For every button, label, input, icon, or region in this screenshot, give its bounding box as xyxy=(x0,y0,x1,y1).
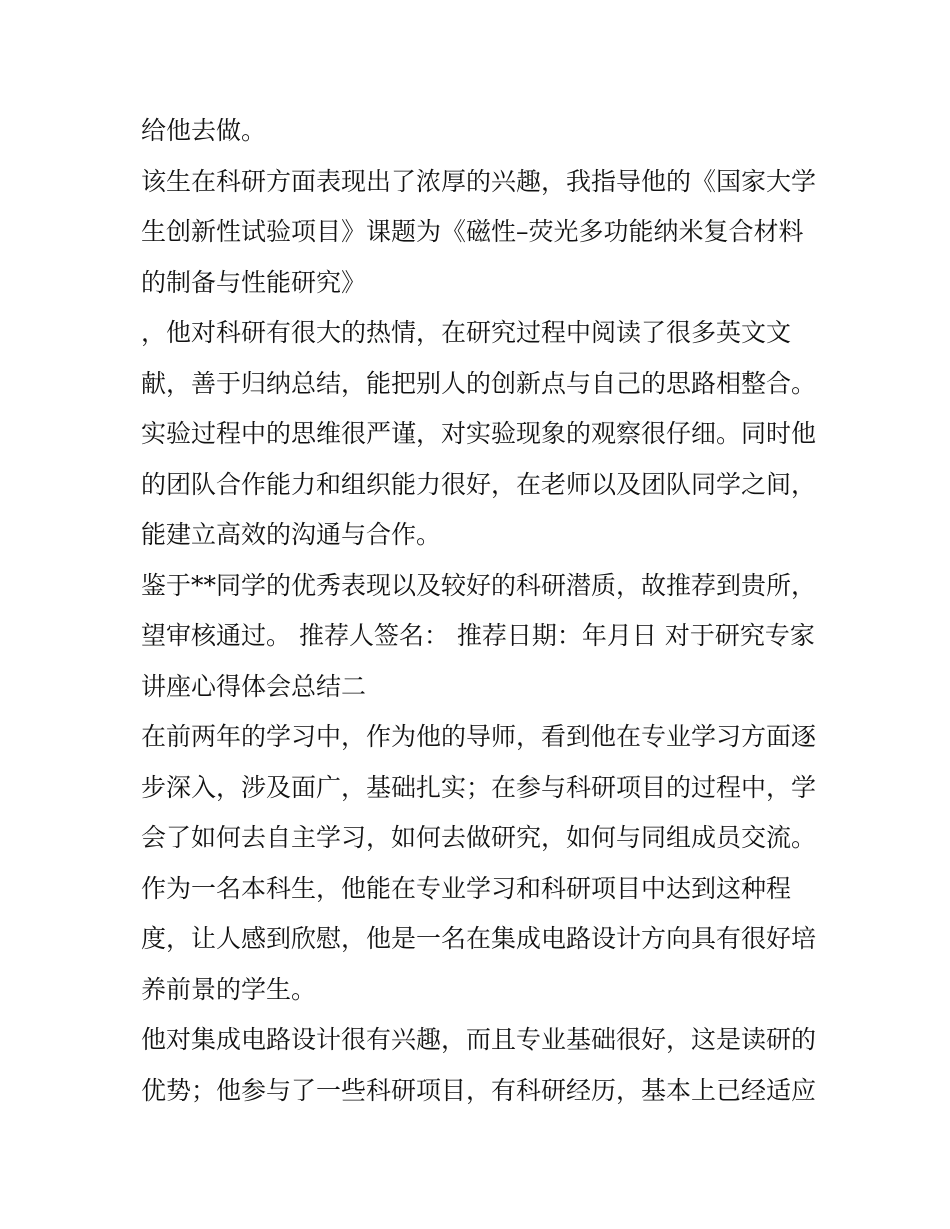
text-line: 养前景的学生。 xyxy=(141,974,317,1004)
text-line: 该生在科研方面表现出了浓厚的兴趣，我指导他的《国家大学 xyxy=(141,166,817,196)
text-line: 望审核通过。 推荐人签名： 推荐日期：年月日 对于研究专家 xyxy=(141,621,815,650)
text-line: 鉴于**同学的优秀表现以及较好的科研潜质，故推荐到贵所， xyxy=(141,570,817,600)
document-body xyxy=(141,106,821,1116)
text-line: ，他对科研有很大的热情，在研究过程中阅读了很多英文文 xyxy=(141,318,792,347)
text-line: 生创新性试验项目》课题为《磁性–荧光多功能纳米复合材料 xyxy=(141,217,804,246)
text-line: 能建立高效的沟通与合作。 xyxy=(141,520,442,549)
text-line: 的团队合作能力和组织能力很好，在老师以及团队同学之间， xyxy=(141,469,817,499)
text-line: 讲座心得体会总结二 xyxy=(141,671,367,701)
text-line: 会了如何去自主学习，如何去做研究，如何与同组成员交流。 xyxy=(141,823,817,852)
text-line: 优势；他参与了一些科研项目，有科研经历，基本上已经适应 xyxy=(141,1075,817,1105)
text-line: 实验过程中的思维很严谨，对实验现象的观察很仔细。同时他 xyxy=(141,419,817,448)
text-line: 献，善于归纳总结，能把别人的创新点与自己的思路相整合。 xyxy=(141,368,817,398)
text-line: 度，让人感到欣慰，他是一名在集成电路设计方向具有很好培 xyxy=(141,924,817,953)
text-line: 他对集成电路设计很有兴趣，而且专业基础很好，这是读研的 xyxy=(141,1025,817,1054)
text-line: 给他去做。 xyxy=(141,116,267,145)
text-line: 步深入，涉及面广，基础扎实；在参与科研项目的过程中，学 xyxy=(141,772,817,802)
text-line: 作为一名本科生，他能在专业学习和科研项目中达到这种程 xyxy=(141,873,792,903)
text-line: 在前两年的学习中，作为他的导师，看到他在专业学习方面逐 xyxy=(141,722,817,751)
text-line: 的制备与性能研究》 xyxy=(141,267,367,297)
